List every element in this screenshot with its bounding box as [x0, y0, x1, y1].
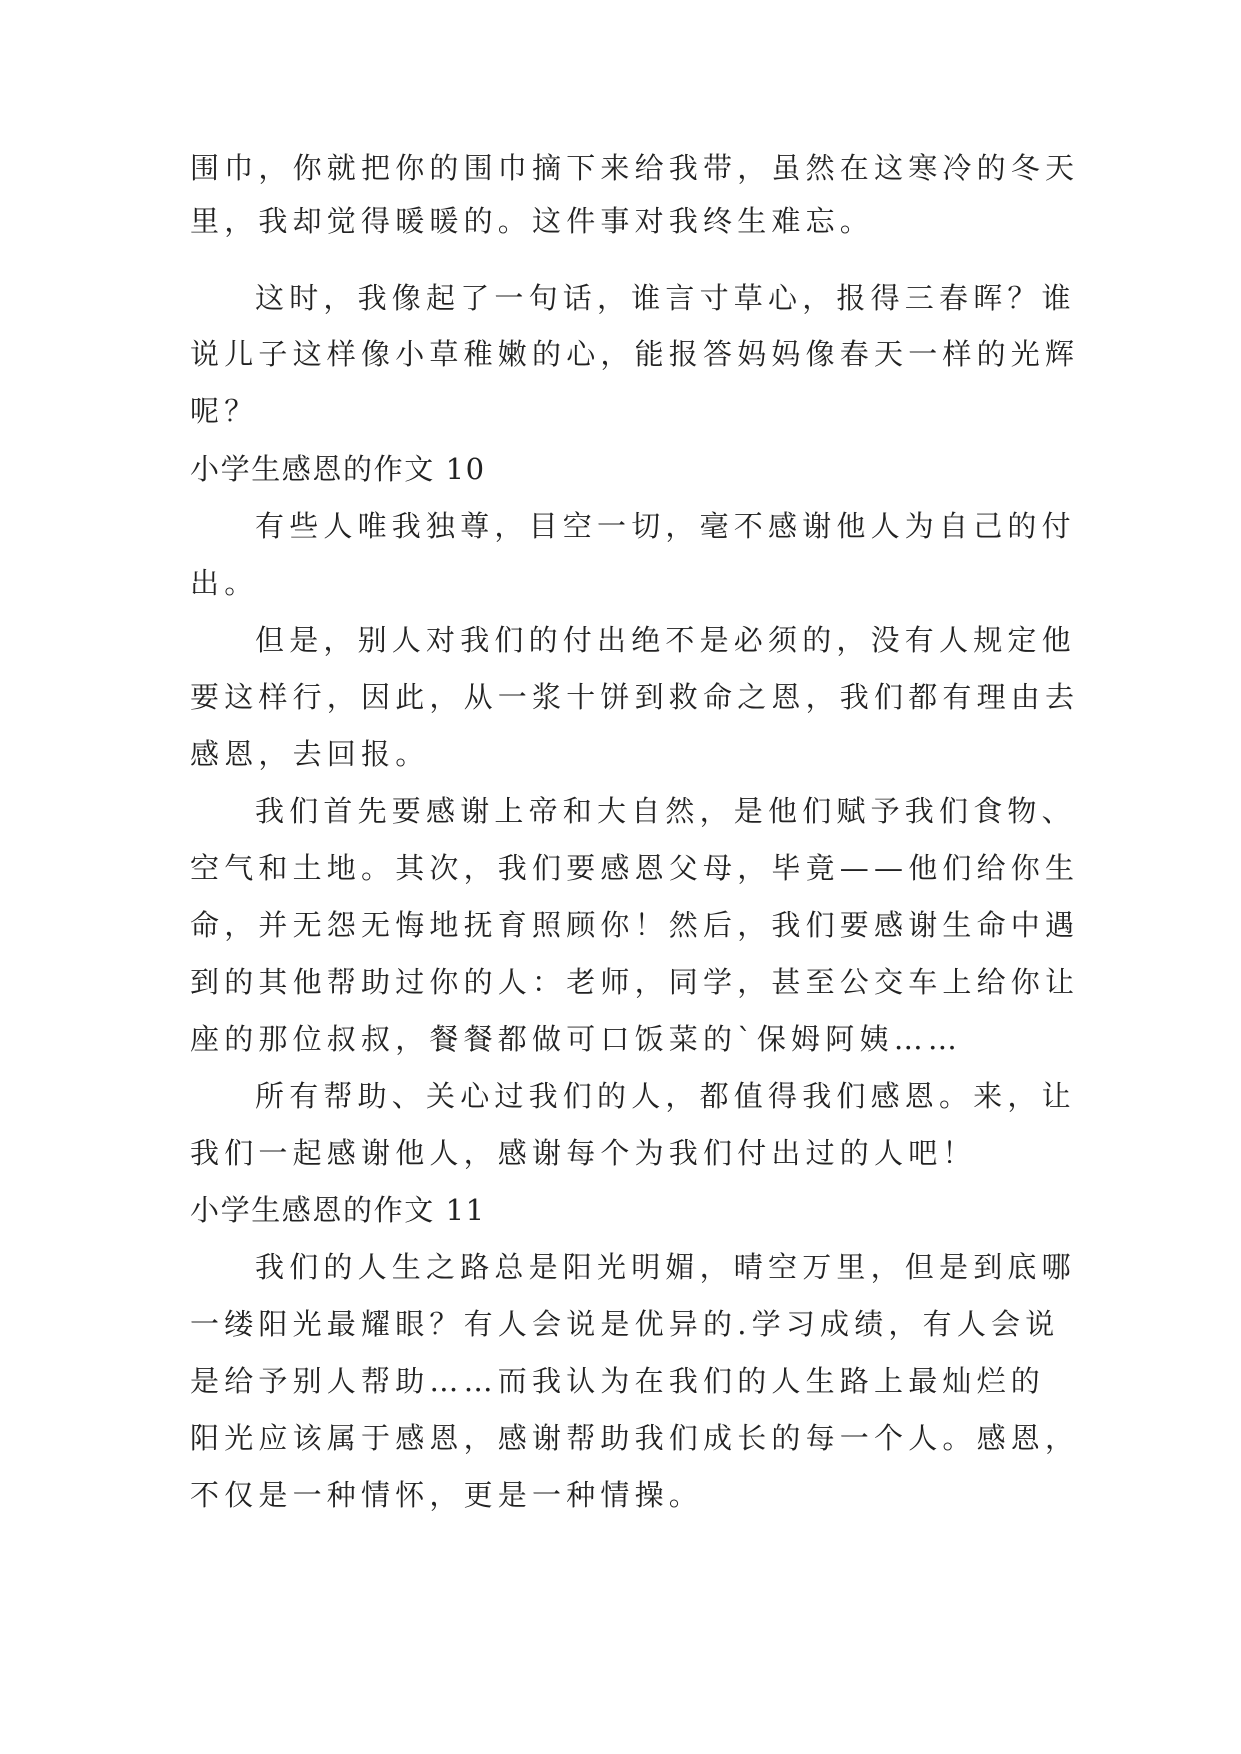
text-line: 不仅是一种情怀，更是一种情操。: [190, 1478, 704, 1512]
paragraph-start-line: 我们的人生之路总是阳光明媚，晴空万里，但是到底哪: [255, 1250, 1076, 1284]
text-line: 里，我却觉得暖暖的。这件事对我终生难忘。: [190, 204, 875, 238]
text-line: 感恩，去回报。: [190, 737, 430, 771]
text-line: 阳光应该属于感恩，感谢帮助我们成长的每一个人。感恩，: [190, 1421, 1080, 1455]
text-line: 出。: [190, 566, 259, 600]
paragraph-start-line: 我们首先要感谢上帝和大自然，是他们赋予我们食物、: [255, 794, 1076, 828]
text-line: 座的那位叔叔，餐餐都做可口饭菜的`保姆阿姨……: [190, 1022, 963, 1056]
text-line: 是给予别人帮助……而我认为在我们的人生路上最灿烂的: [190, 1364, 1046, 1398]
text-line: 空气和土地。其次，我们要感恩父母，毕竟——他们给你生: [190, 851, 1080, 885]
text-line: 呢？: [190, 394, 259, 428]
paragraph-start-line: 但是，别人对我们的付出绝不是必须的，没有人规定他: [255, 623, 1076, 657]
text-line: 命，并无怨无悔地抚育照顾你！然后，我们要感谢生命中遇: [190, 908, 1080, 942]
paragraph-start-line: 这时，我像起了一句话，谁言寸草心，报得三春晖？谁: [255, 281, 1076, 315]
text-line: 我们一起感谢他人，感谢每个为我们付出过的人吧！: [190, 1136, 977, 1170]
paragraph-start-line: 有些人唯我独尊，目空一切，毫不感谢他人为自己的付: [255, 509, 1076, 543]
text-line: 一缕阳光最耀眼？有人会说是优异的.学习成绩，有人会说: [190, 1307, 1060, 1341]
text-line: 说儿子这样像小草稚嫩的心，能报答妈妈像春天一样的光辉: [190, 337, 1080, 371]
paragraph-start-line: 所有帮助、关心过我们的人，都值得我们感恩。来，让: [255, 1079, 1076, 1113]
text-line: 到的其他帮助过你的人：老师，同学，甚至公交车上给你让: [190, 965, 1080, 999]
text-line: 要这样行，因此，从一浆十饼到救命之恩，我们都有理由去: [190, 680, 1080, 714]
section-heading: 小学生感恩的作文 10: [190, 452, 486, 486]
section-heading: 小学生感恩的作文 11: [190, 1193, 486, 1227]
text-line: 围巾，你就把你的围巾摘下来给我带，虽然在这寒冷的冬天: [190, 151, 1080, 185]
